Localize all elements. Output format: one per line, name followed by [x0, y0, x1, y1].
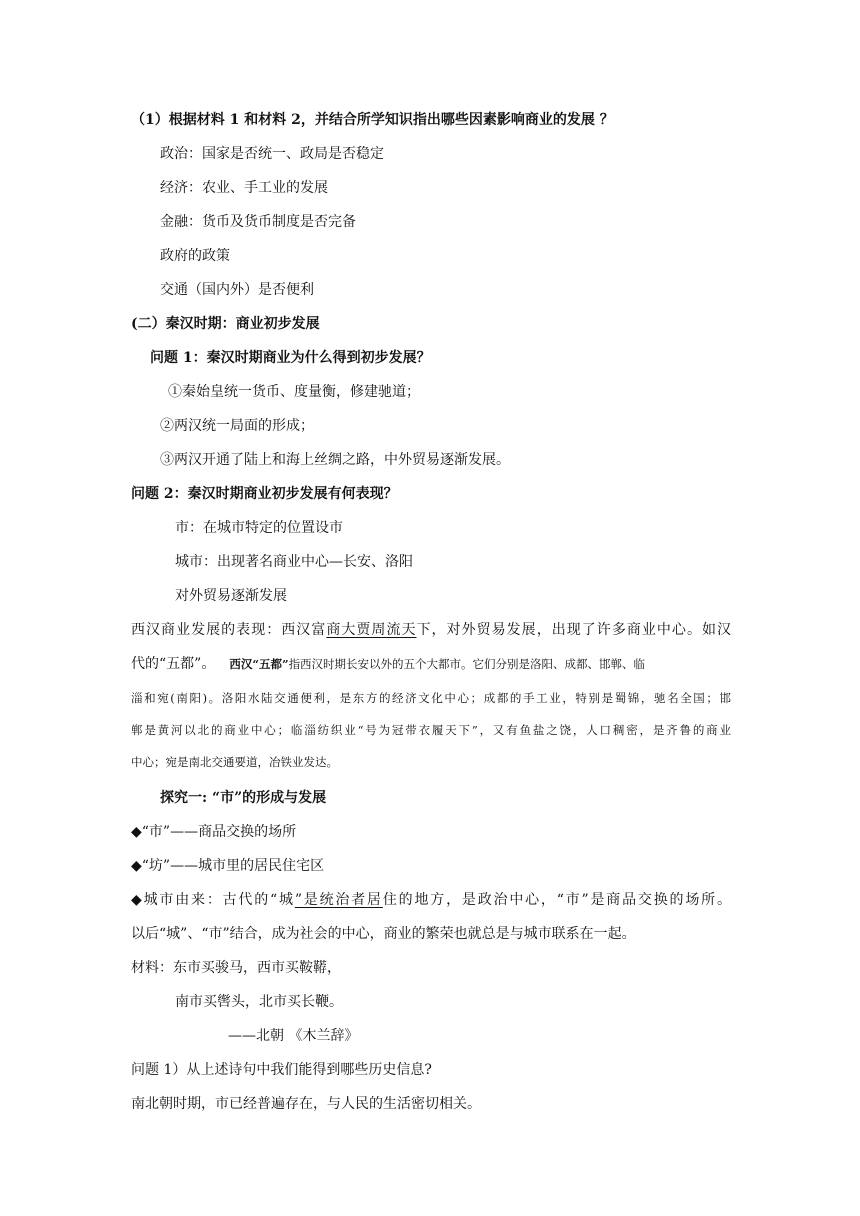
- answer-1-item-3: ③两汉开通了陆上和海上丝绸之路，中外贸易逐渐发展。: [160, 452, 510, 468]
- poem-answer: 南北朝时期，市已经普遍存在，与人民的生活密切相关。: [131, 1096, 481, 1112]
- bullet-market: ◆“市”——商品交换的场所: [131, 824, 297, 840]
- factor-economy: 经济：农业、手工业的发展: [160, 180, 328, 196]
- factor-transport: 交通（国内外）是否便利: [160, 282, 314, 298]
- answer-2-item-1: 市：在城市特定的位置设市: [175, 520, 343, 536]
- poem-question: 问题 1）从上述诗句中我们能得到哪些历史信息?: [131, 1062, 432, 1078]
- material-line-1: 材料：东市买骏马，西市买鞍鞯，: [131, 960, 341, 976]
- answer-1-item-1: ①秦始皇统一货币、度量衡，修建驰道；: [168, 384, 420, 400]
- paragraph-line-1: 西汉商业发展的表现：西汉富商大贾周流天下，对外贸易发展，出现了许多商业中心。如汉: [131, 622, 732, 638]
- answer-2-item-2: 城市：出现著名商业中心—长安、洛阳: [175, 554, 413, 570]
- question-factors: （1）根据材料 1 和材料 2，并结合所学知识指出哪些因素影响商业的发展 ？: [131, 112, 614, 128]
- explore-title: 探究一: “市”的形成与发展: [160, 790, 327, 806]
- answer-2-item-3: 对外贸易逐渐发展: [175, 588, 287, 604]
- paragraph-line-5: 中心；宛是南北交通要道，冶铁业发达。: [131, 755, 338, 769]
- paragraph-line-3: 淄和宛(南阳)。洛阳水陆交通便利，是东方的经济文化中心；成都的手工业，特别是蜀锦，驰名全国；邯: [131, 691, 731, 705]
- factor-policy: 政府的政策: [160, 248, 230, 264]
- paragraph-line-2: 代的“五都”。 西汉“五都”指西汉时期长安以外的五个大都市。它们分别是洛阳、成都、邯郸、临: [131, 656, 646, 672]
- question-1-title: 问题 1：秦汉时期商业为什么得到初步发展？: [150, 350, 431, 366]
- bullet-fang: ◆“坊”——城市里的居民住宅区: [131, 858, 325, 874]
- factor-politics: 政治：国家是否统一、政局是否稳定: [160, 146, 384, 162]
- five-capitals-term: 西汉“五都”: [229, 657, 289, 671]
- paragraph-line-4: 郸是黄河以北的商业中心；临淄纺织业“号为冠带衣履天下”，又有鱼盐之饶，人口稠密，是齐鲁的商业: [131, 723, 731, 737]
- factor-finance: 金融：货币及货币制度是否完备: [160, 214, 356, 230]
- section-heading-qin-han: (二）秦汉时期：商业初步发展: [131, 316, 320, 332]
- material-source: ——北朝 《木兰辞》: [228, 1028, 359, 1044]
- material-line-2: 南市买辔头，北市买长鞭。: [175, 994, 343, 1010]
- city-origin-line-2: 以后“城”、“市”结合，成为社会的中心，商业的繁荣也就总是与城市联系在一起。: [131, 926, 636, 942]
- answer-1-item-2: ②两汉统一局面的形成；: [160, 418, 314, 434]
- underlined-phrase: 商大贾周流天: [326, 622, 417, 638]
- city-origin-line-1: ◆城市由来：古代的“城”是统治者居住的地方，是政治中心，“市”是商品交换的场所。: [131, 892, 731, 908]
- question-2-title: 问题 2：秦汉时期商业初步发展有何表现？: [131, 486, 398, 502]
- underlined-ruler: ”是统治者居: [294, 892, 383, 908]
